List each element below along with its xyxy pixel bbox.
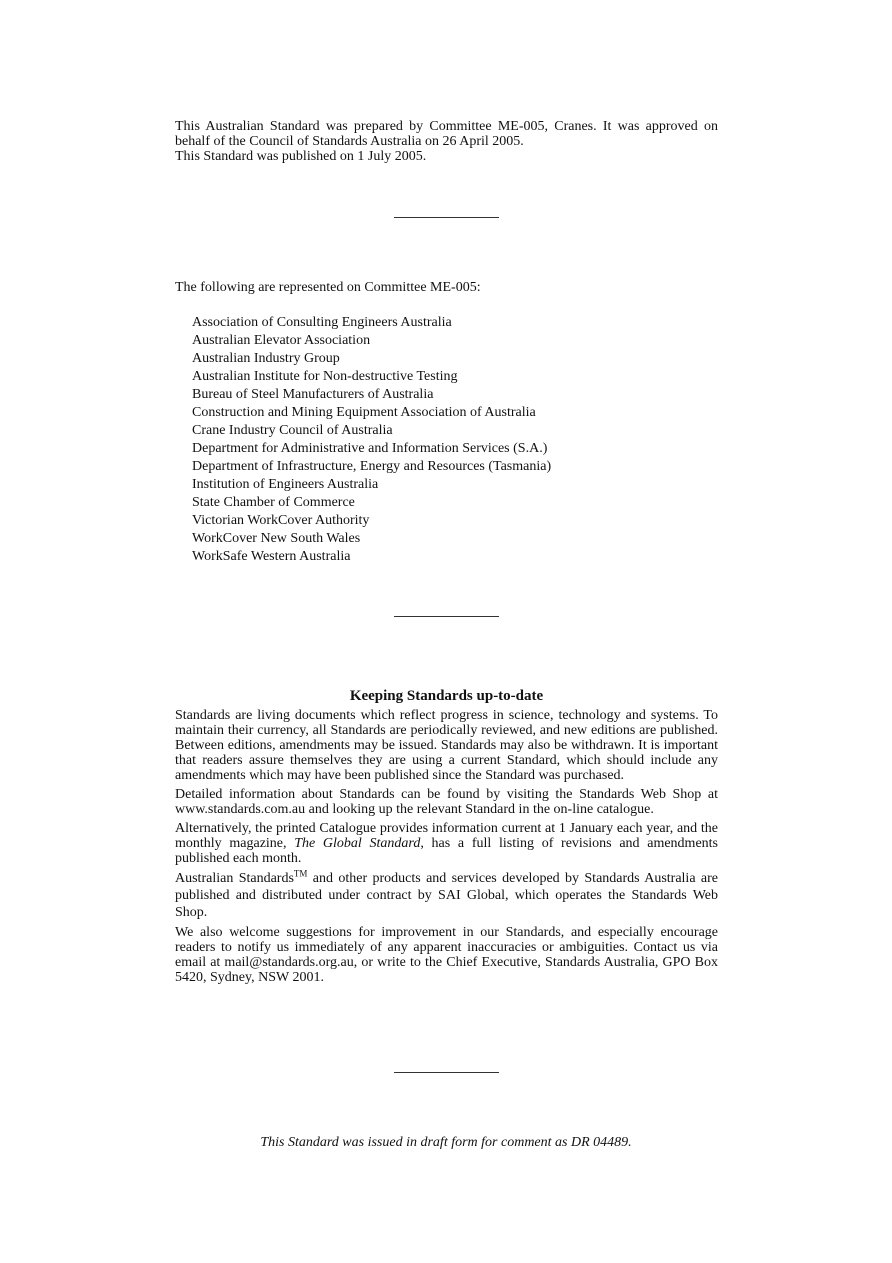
committee-member: Department for Administrative and Information Services (S.A.) bbox=[192, 441, 548, 456]
section-title: Keeping Standards up-to-date bbox=[349, 688, 544, 704]
committee-member: WorkCover New South Wales bbox=[192, 531, 361, 546]
publication-date-text: This Standard was published on 1 July 2005. bbox=[175, 149, 427, 164]
committee-member: Australian Institute for Non-destructive Testing bbox=[192, 369, 458, 384]
committee-member: Bureau of Steel Manufacturers of Australia bbox=[192, 387, 434, 402]
draft-note: This Standard was issued in draft form for comment as DR 04489. bbox=[260, 1135, 632, 1150]
committee-member: Department of Infrastructure, Energy and Resources (Tasmania) bbox=[192, 459, 552, 474]
separator-rule bbox=[394, 217, 499, 218]
committee-member: Victorian WorkCover Authority bbox=[192, 513, 370, 528]
committee-member: Association of Consulting Engineers Australia bbox=[192, 315, 452, 330]
paragraph-feedback: We also welcome suggestions for improvement in our Standards, and especially encourage readers to notify us immediately of any apparent inaccuracies or ambiguities. Contact us via email at mail@standards.org.au, or write to the Chief Executive, Standards Australia, GPO Box 5420, Sydney, NSW 2001. bbox=[175, 925, 718, 985]
committee-heading: The following are represented on Committee ME-005: bbox=[175, 280, 481, 295]
keeping-standards-section bbox=[175, 687, 718, 989]
trademark-name: Australian Standards bbox=[175, 871, 294, 886]
committee-member: Australian Industry Group bbox=[192, 351, 340, 366]
committee-member: Australian Elevator Association bbox=[192, 333, 371, 348]
committee-section bbox=[175, 280, 718, 566]
committee-member: State Chamber of Commerce bbox=[192, 495, 355, 510]
committee-member-list bbox=[192, 314, 718, 566]
paragraph-web-shop: Detailed information about Standards can be found by visiting the Standards Web Shop at www.standards.com.au and looking up the relevant Standard in the on-line catalogue. bbox=[175, 787, 718, 817]
committee-member: Crane Industry Council of Australia bbox=[192, 423, 393, 438]
separator-rule bbox=[394, 1072, 499, 1073]
trademark-symbol: TM bbox=[293, 868, 308, 879]
separator-rule bbox=[394, 616, 499, 617]
committee-member: Construction and Mining Equipment Association of Australia bbox=[192, 405, 536, 420]
committee-member: Institution of Engineers Australia bbox=[192, 477, 379, 492]
catalogue-text-start: Alternatively, the printed Catalogue provides information current at 1 January each year, and the monthly magazine, bbox=[175, 821, 718, 851]
approval-text: This Australian Standard was prepared by Committee ME-005, Cranes. It was approved on behalf of the Council of Standards Australia on 26 April 2005. bbox=[175, 119, 718, 149]
approval-statement bbox=[175, 119, 718, 164]
paragraph-catalogue bbox=[175, 821, 718, 866]
sai-global-text: and other products and services developed by Standards Australia are published and distributed under contract by SAI Global, which operates the Standards Web Shop. bbox=[175, 871, 718, 920]
paragraph-living-documents: Standards are living documents which reflect progress in science, technology and systems. To maintain their currency, all Standards are periodically reviewed, and new editions are published. Between editions, amendments may be issued. Standards may also be withdrawn. It is important that readers assure themselves they are using a current Standard, which should include any amendments which may have been published since the Standard was purchased. bbox=[175, 708, 718, 783]
magazine-title: The Global Standard bbox=[294, 836, 421, 851]
paragraph-sai-global bbox=[175, 870, 718, 921]
catalogue-text-end: , has a full listing of revisions and amendments published each month. bbox=[175, 836, 718, 866]
committee-member: WorkSafe Western Australia bbox=[192, 549, 351, 564]
